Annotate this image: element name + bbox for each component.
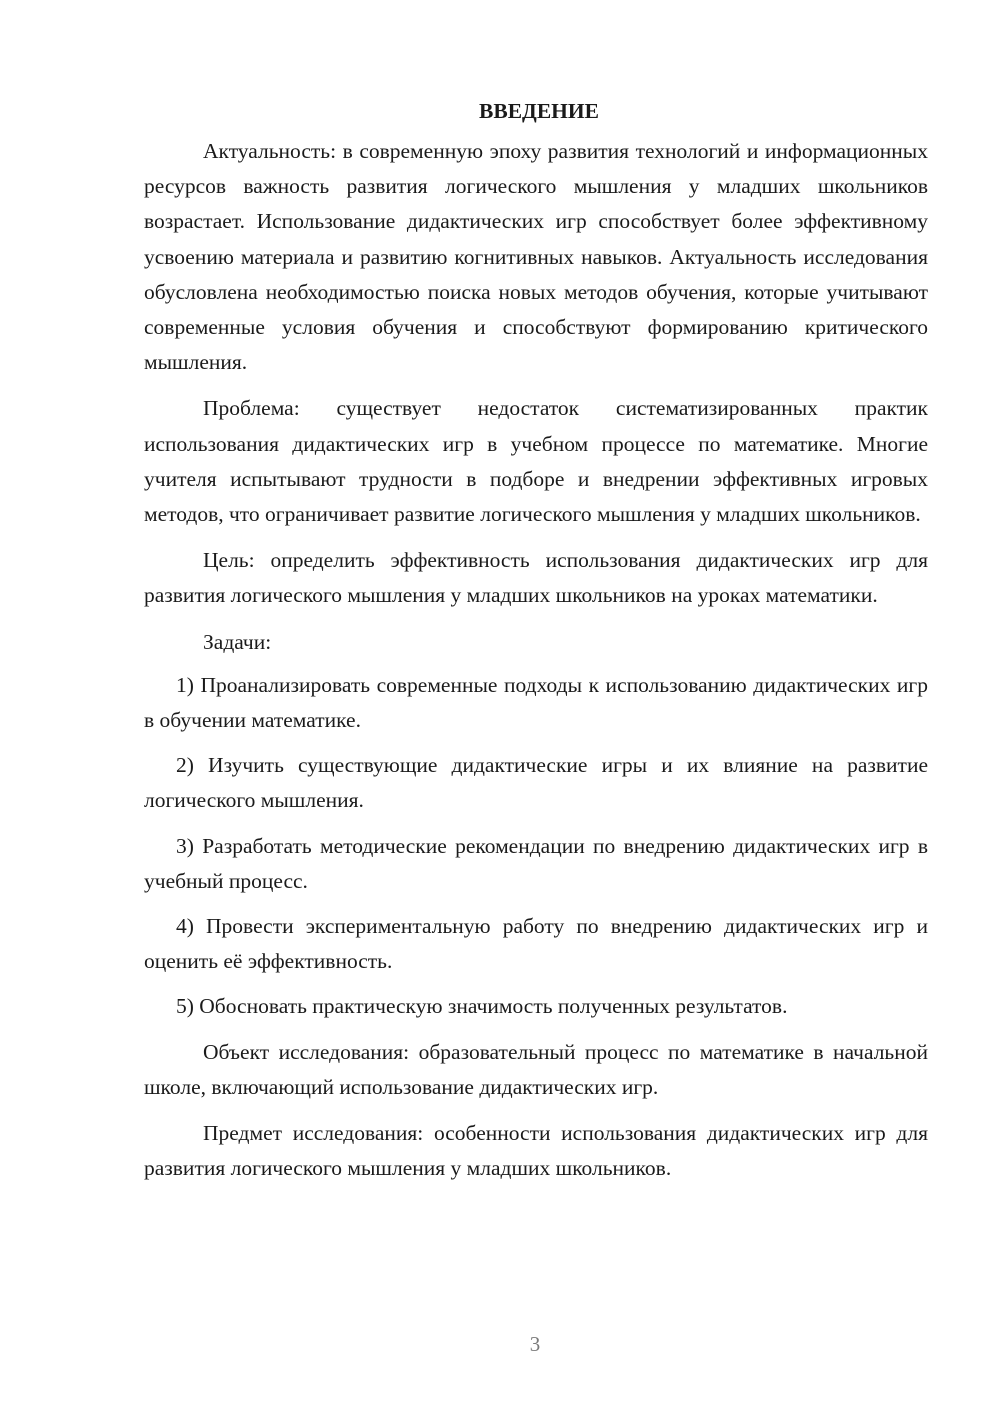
task-item: 5) Обосновать практическую значимость полученных результатов. — [176, 994, 788, 1019]
goal-paragraph: Цель: определить эффективность использования дидактических игр для развития логического мышления у младших школьников на уроках математики. — [144, 548, 928, 608]
task-item: 1) Проанализировать современные подходы к использованию дидактических игр в обучении математике. — [144, 672, 928, 733]
object-paragraph: Объект исследования: образовательный процесс по математике в начальной школе, включающий использование дидактических игр. — [144, 1039, 928, 1099]
page-number: 3 — [529, 1332, 541, 1356]
subject-paragraph: Предмет исследования: особенности использования дидактических игр для развития логического мышления у младших школьников. — [144, 1121, 928, 1181]
problem-paragraph: Проблема: существует недостаток систематизированных практик использования дидактических игр в учебном процессе по математике. Многие учителя испытывают трудности в подборе и внедрении эффективных игровых методов, что ограничивает развитие логического мышления у младших школьников. — [144, 396, 928, 527]
section-title: ВВЕДЕНИЕ — [479, 99, 599, 123]
relevance-paragraph: Актуальность: в современную эпоху развития технологий и информационных ресурсов важность развития логического мышления у младших школьников возрастает. Использование дидактических игр способствует более эффективному усвоению материала и развитию когнитивных навыков. Актуальность исследования обусловлена необходимостью поиска новых методов обучения, которые учитывают современные условия обучения и способствуют формированию критического мышления. — [144, 139, 928, 375]
task-item: 4) Провести экспериментальную работу по внедрению дидактических игр и оценить её эффективность. — [144, 914, 928, 974]
tasks-heading: Задачи: — [203, 629, 272, 654]
task-item: 3) Разработать методические рекомендации по внедрению дидактических игр в учебный процесс. — [144, 833, 928, 893]
document-page — [144, 96, 928, 1197]
task-item: 2) Изучить существующие дидактические игры и их влияние на развитие логического мышления. — [144, 753, 928, 813]
